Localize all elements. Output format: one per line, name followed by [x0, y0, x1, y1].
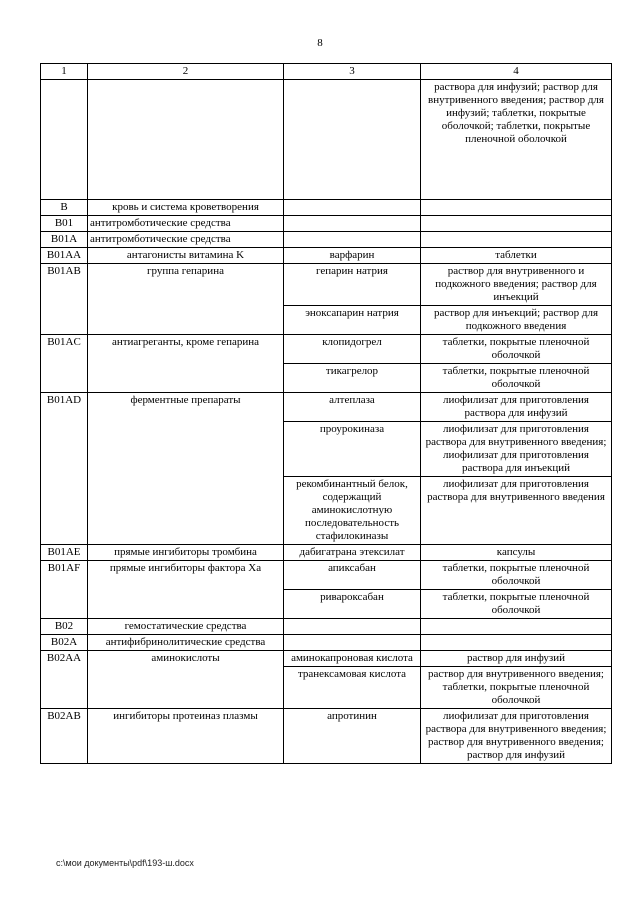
drug-cell [284, 635, 421, 651]
column-header: 2 [88, 64, 284, 80]
page-number: 8 [317, 37, 323, 49]
drug-cell: аминокапроновая кислота [284, 651, 421, 667]
table-row [41, 264, 612, 306]
group-cell: ферментные препараты [88, 393, 284, 545]
form-cell: раствор для внутривенного и подкожного введения; раствор для инъекций [421, 264, 612, 306]
drug-cell [284, 80, 421, 200]
form-cell: раствор для инфузий [421, 651, 612, 667]
drug-cell: эноксапарин натрия [284, 306, 421, 335]
code-cell: B01AB [41, 264, 88, 335]
form-cell: таблетки, покрытые пленочной оболочкой [421, 590, 612, 619]
table-row [41, 545, 612, 561]
form-cell: лиофилизат для приготовления раствора для внутривенного введения [421, 477, 612, 545]
table-row [41, 393, 612, 422]
form-cell: таблетки, покрытые пленочной оболочкой [421, 364, 612, 393]
form-cell [421, 216, 612, 232]
table-row [41, 619, 612, 635]
group-cell: группа гепарина [88, 264, 284, 335]
group-cell: аминокислоты [88, 651, 284, 709]
drug-cell: тикагрелор [284, 364, 421, 393]
drug-cell [284, 619, 421, 635]
group-cell: прямые ингибиторы тромбина [88, 545, 284, 561]
form-cell: таблетки, покрытые пленочной оболочкой [421, 335, 612, 364]
code-cell: B01AF [41, 561, 88, 619]
code-cell [41, 80, 88, 200]
code-cell: B01AC [41, 335, 88, 393]
code-cell: B02 [41, 619, 88, 635]
table-row [41, 232, 612, 248]
group-cell: ингибиторы протеиназ плазмы [88, 709, 284, 764]
table-row [41, 561, 612, 590]
drug-cell: ривароксабан [284, 590, 421, 619]
table-row [41, 709, 612, 764]
drug-cell [284, 216, 421, 232]
group-cell: прямые ингибиторы фактора Xa [88, 561, 284, 619]
drug-cell [284, 200, 421, 216]
drug-cell: проурокиназа [284, 422, 421, 477]
code-cell: B01AE [41, 545, 88, 561]
form-cell: капсулы [421, 545, 612, 561]
table-row [41, 248, 612, 264]
group-cell: антитромботические средства [88, 216, 284, 232]
code-cell: B02A [41, 635, 88, 651]
group-cell: антиагреганты, кроме гепарина [88, 335, 284, 393]
code-cell: B02AB [41, 709, 88, 764]
form-cell: таблетки, покрытые пленочной оболочкой [421, 561, 612, 590]
code-cell: B01A [41, 232, 88, 248]
column-header: 4 [421, 64, 612, 80]
group-cell: антагонисты витамина K [88, 248, 284, 264]
medicine-table [40, 63, 612, 764]
table-header-row [41, 64, 612, 80]
form-cell [421, 619, 612, 635]
file-path-footer: c:\мои документы\pdf\193-ш.docx [56, 858, 194, 868]
table-row [41, 80, 612, 200]
group-cell: кровь и система кроветворения [88, 200, 284, 216]
drug-cell: транексамовая кислота [284, 667, 421, 709]
form-cell: раствор для инъекций; раствор для подкожного введения [421, 306, 612, 335]
form-cell [421, 200, 612, 216]
code-cell: B01AD [41, 393, 88, 545]
drug-cell [284, 232, 421, 248]
group-cell: антифибринолитические средства [88, 635, 284, 651]
code-cell: B [41, 200, 88, 216]
group-cell: антитромботические средства [88, 232, 284, 248]
form-cell [421, 635, 612, 651]
column-header: 1 [41, 64, 88, 80]
column-header: 3 [284, 64, 421, 80]
table-row [41, 216, 612, 232]
drug-cell: алтеплаза [284, 393, 421, 422]
form-cell: таблетки [421, 248, 612, 264]
form-cell: лиофилизат для приготовления раствора для внутривенного введения; раствор для внутривенного введения; раствор для инфузий [421, 709, 612, 764]
table-row [41, 635, 612, 651]
table-row [41, 200, 612, 216]
form-cell: раствора для инфузий; раствор для внутривенного введения; раствор для инфузий; таблетки, покрытые оболочкой; таблетки, покрытые пленочной оболочкой [421, 80, 612, 200]
group-cell [88, 80, 284, 200]
drug-cell: варфарин [284, 248, 421, 264]
table-row [41, 651, 612, 667]
form-cell: раствор для внутривенного введения; таблетки, покрытые пленочной оболочкой [421, 667, 612, 709]
drug-cell: апиксабан [284, 561, 421, 590]
group-cell: гемостатические средства [88, 619, 284, 635]
form-cell: лиофилизат для приготовления раствора для инфузий [421, 393, 612, 422]
drug-cell: клопидогрел [284, 335, 421, 364]
code-cell: B01AA [41, 248, 88, 264]
table-row [41, 335, 612, 364]
form-cell [421, 232, 612, 248]
drug-cell: апротинин [284, 709, 421, 764]
code-cell: B01 [41, 216, 88, 232]
drug-cell: рекомбинантный белок, содержащий аминокислотную последовательность стафилокиназы [284, 477, 421, 545]
code-cell: B02AA [41, 651, 88, 709]
form-cell: лиофилизат для приготовления раствора для внутривенного введения; лиофилизат для приготовления раствора для инъекций [421, 422, 612, 477]
drug-cell: дабигатрана этексилат [284, 545, 421, 561]
drug-cell: гепарин натрия [284, 264, 421, 306]
